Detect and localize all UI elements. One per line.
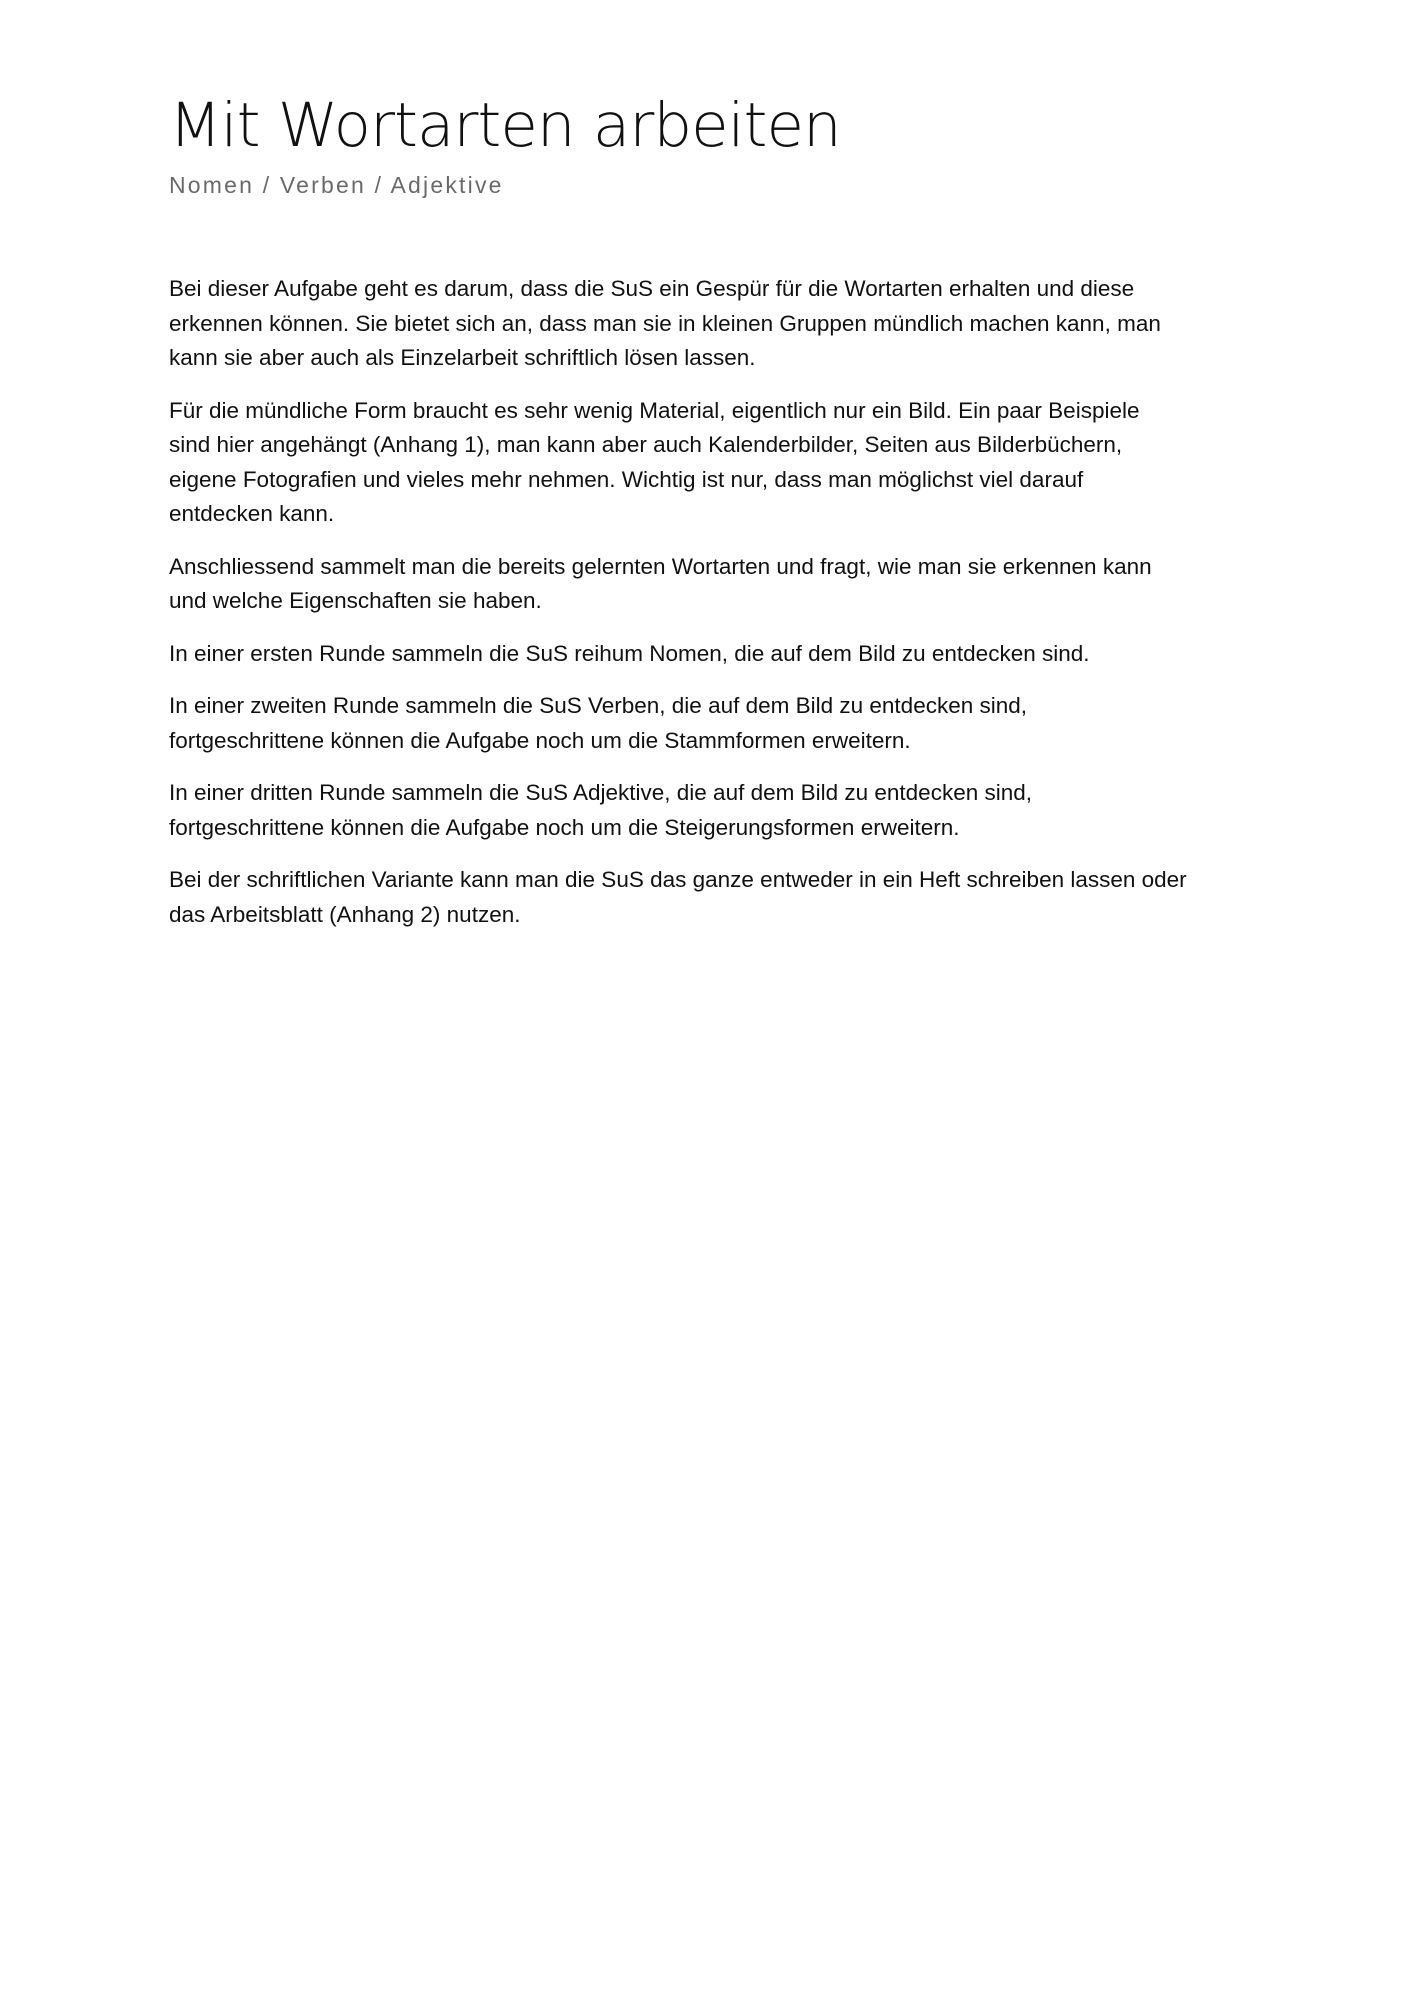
- paragraph-intro: Bei dieser Aufgabe geht es darum, dass die SuS ein Gespür für die Wortarten erhalten und diese erkennen können. Sie bietet sich an, dass man sie in kleinen Gruppen mündlich machen kann, man kann sie aber auch als Einzelarbeit schriftlich lösen lassen.: [169, 276, 1161, 370]
- page-subtitle: Nomen / Verben / Adjektive: [169, 172, 504, 198]
- paragraph-collect-wordtypes: Anschliessend sammelt man die bereits gelernten Wortarten und fragt, wie man sie erkennen kann und welche Eigenschaften sie haben.: [169, 553, 1152, 613]
- paragraph-round-adjectives: In einer dritten Runde sammeln die SuS Adjektive, die auf dem Bild zu entdecken sind, fortgeschrittene können die Aufgabe noch um die Steigerungsformen erweitern.: [169, 780, 1032, 840]
- paragraph-round-nouns: In einer ersten Runde sammeln die SuS reihum Nomen, die auf dem Bild zu entdecken sind.: [169, 640, 1090, 666]
- document-body: [169, 272, 1259, 950]
- document-header: [169, 88, 1249, 200]
- paragraph-material: Für die mündliche Form braucht es sehr wenig Material, eigentlich nur ein Bild. Ein paar Beispiele sind hier angehängt (Anhang 1), man kann aber auch Kalenderbilder, Seiten aus Bilderbüchern, eigene Fotografien und vieles mehr nehmen. Wichtig ist nur, dass man möglichst viel darauf entdecken kann.: [169, 397, 1140, 526]
- paragraph-round-verbs: In einer zweiten Runde sammeln die SuS Verben, die auf dem Bild zu entdecken sind, fortgeschrittene können die Aufgabe noch um die Stammformen erweitern.: [169, 693, 1028, 753]
- page-title: Mit Wortarten arbeiten: [169, 90, 841, 161]
- paragraph-written-variant: Bei der schriftlichen Variante kann man die SuS das ganze entweder in ein Heft schreiben lassen oder das Arbeitsblatt (Anhang 2) nutzen.: [169, 867, 1187, 927]
